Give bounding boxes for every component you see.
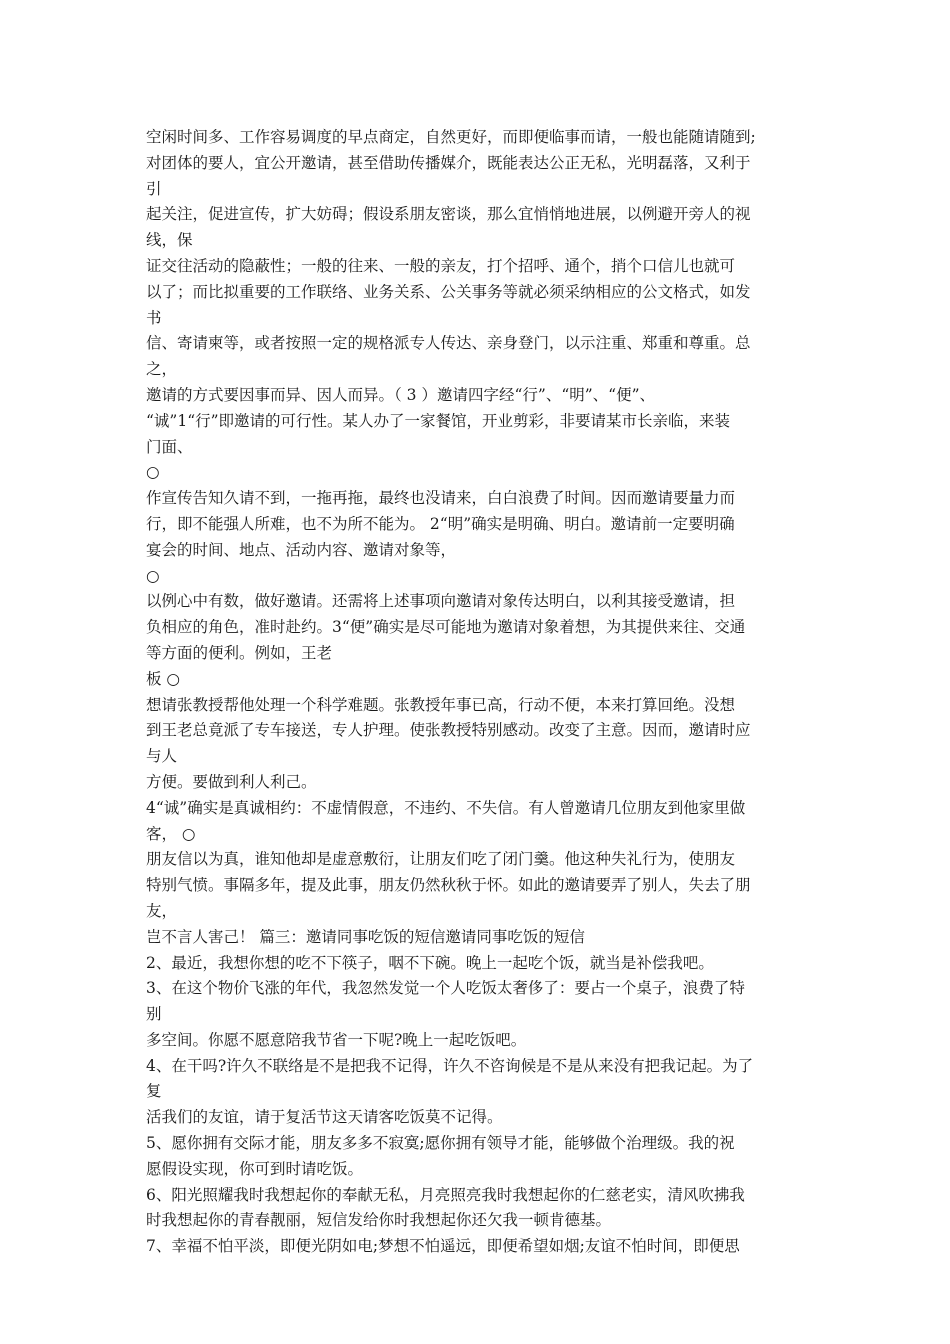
- text-line: 负相应的角色，准时赴约。3“便”确实是尽可能地为邀请对象着想，为其提供来往、交通: [146, 618, 746, 637]
- text-line: 书: [146, 308, 162, 327]
- text-line: 方便。要做到利人利己。: [146, 772, 317, 791]
- text-line: 以例心中有数，做好邀请。还需将上述事项向邀请对象传达明白，以利其接受邀请，担: [146, 592, 736, 611]
- text-line: 7、幸福不怕平淡，即便光阴如电;梦想不怕遥远，即便希望如烟;友谊不怕时间，即便思: [146, 1237, 740, 1256]
- text-line: 板 ○: [146, 669, 180, 688]
- text-line: 邀请的方式要因事而异、因人而异。（ 3 ）邀请四字经“行”、“明”、“便”、: [146, 385, 656, 404]
- text-line: 多空间。你愿不愿意陪我节省一下呢?晚上一起吃饭吧。: [146, 1030, 527, 1049]
- text-line: 线，保: [146, 231, 193, 250]
- text-line: 客， ○: [146, 824, 196, 843]
- text-line: 别: [146, 1005, 162, 1024]
- text-line: 活我们的友谊，请于复活节这天请客吃饭莫不记得。: [146, 1108, 503, 1127]
- text-line: 愿假设实现，你可到时请吃饭。: [146, 1159, 364, 1178]
- text-line: 朋友信以为真，谁知他却是虚意敷衍，让朋友们吃了闭门羹。他这种失礼行为，使朋友: [146, 850, 736, 869]
- document-body: [146, 125, 816, 1260]
- text-line: 空闲时间多、工作容易调度的早点商定，自然更好，而即便临事而请，一般也能随请随到;: [146, 128, 756, 146]
- text-line: 作宣传告知久请不到，一拖再拖，最终也没请来，白白浪费了时间。因而邀请要量力而: [146, 489, 736, 508]
- text-line: 宴会的时间、地点、活动内容、邀请对象等，: [146, 540, 457, 559]
- text-line: 之，: [146, 360, 178, 379]
- text-line: ○: [146, 463, 160, 482]
- text-line: 2、最近，我想你想的吃不下筷子，咽不下碗。晚上一起吃个饭，就当是补偿我吧。: [146, 953, 714, 972]
- text-line: 5、愿你拥有交际才能，朋友多多不寂寞;愿你拥有领导才能，能够做个治理级。我的祝: [146, 1134, 735, 1153]
- text-line: “诚”1“行”即邀请的可行性。某人办了一家餐馆，开业剪彩，非要请某市长亲临，来装: [146, 411, 731, 430]
- text-line: 4“诚”确实是真诚相约：不虚情假意，不违约、不失信。有人曾邀请几位朋友到他家里做: [146, 798, 746, 817]
- text-line: 4、在干吗?许久不联络是不是把我不记得，许久不咨询候是不是从来没有把我记起。为了: [146, 1056, 754, 1075]
- text-line: 起关注，促进宣传，扩大妨碍；假设系朋友密谈，那么宜悄悄地进展，以例避开旁人的视: [146, 205, 751, 224]
- text-line: 到王老总竟派了专车接送，专人护理。使张教授特别感动。改变了主意。因而，邀请时应: [146, 721, 751, 740]
- text-line: 6、阳光照耀我时我想起你的奉献无私，月亮照亮我时我想起你的仁慈老实，清风吹拂我: [146, 1185, 745, 1204]
- text-line: 友，: [146, 901, 178, 920]
- text-line: 引: [146, 179, 162, 198]
- text-line: 以了；而比拟重要的工作联络、业务关系、公关事务等就必须采纳相应的公文格式，如发: [146, 282, 751, 301]
- text-line: 门面、: [146, 437, 193, 456]
- text-line: 对团体的要人，宜公开邀请，甚至借助传播媒介，既能表达公正无私，光明磊落，又利于: [146, 153, 751, 172]
- text-line: 行，即不能强人所难，也不为所不能为。 2“明”确实是明确、明白。邀请前一定要明确: [146, 514, 735, 533]
- text-line: 岂不言人害己！ 篇三：邀请同事吃饭的短信邀请同事吃饭的短信: [146, 927, 585, 946]
- text-line: 想请张教授帮他处理一个科学难题。张教授年事已高，行动不便，本来打算回绝。没想: [146, 695, 736, 714]
- text-line: 等方面的便利。例如，王老: [146, 643, 333, 662]
- text-line: 证交往活动的隐蔽性；一般的往来、一般的亲友，打个招呼、通个，捎个口信儿也就可: [146, 256, 736, 275]
- text-line: 复: [146, 1082, 162, 1101]
- text-line: ○: [146, 566, 160, 585]
- text-line: 与人: [146, 747, 178, 766]
- text-line: 特别气愤。事隔多年，提及此事，朋友仍然秋秋于怀。如此的邀请要弄了别人，失去了朋: [146, 876, 751, 895]
- text-line: 时我想起你的青春靓丽，短信发给你时我想起你还欠我一顿肯德基。: [146, 1211, 612, 1230]
- text-line: 3、在这个物价飞涨的年代，我忽然发觉一个人吃饭太奢侈了：要占一个桌子，浪费了特: [146, 979, 745, 998]
- text-line: 信、寄请柬等，或者按照一定的规格派专人传达、亲身登门，以示注重、郑重和尊重。总: [146, 334, 751, 353]
